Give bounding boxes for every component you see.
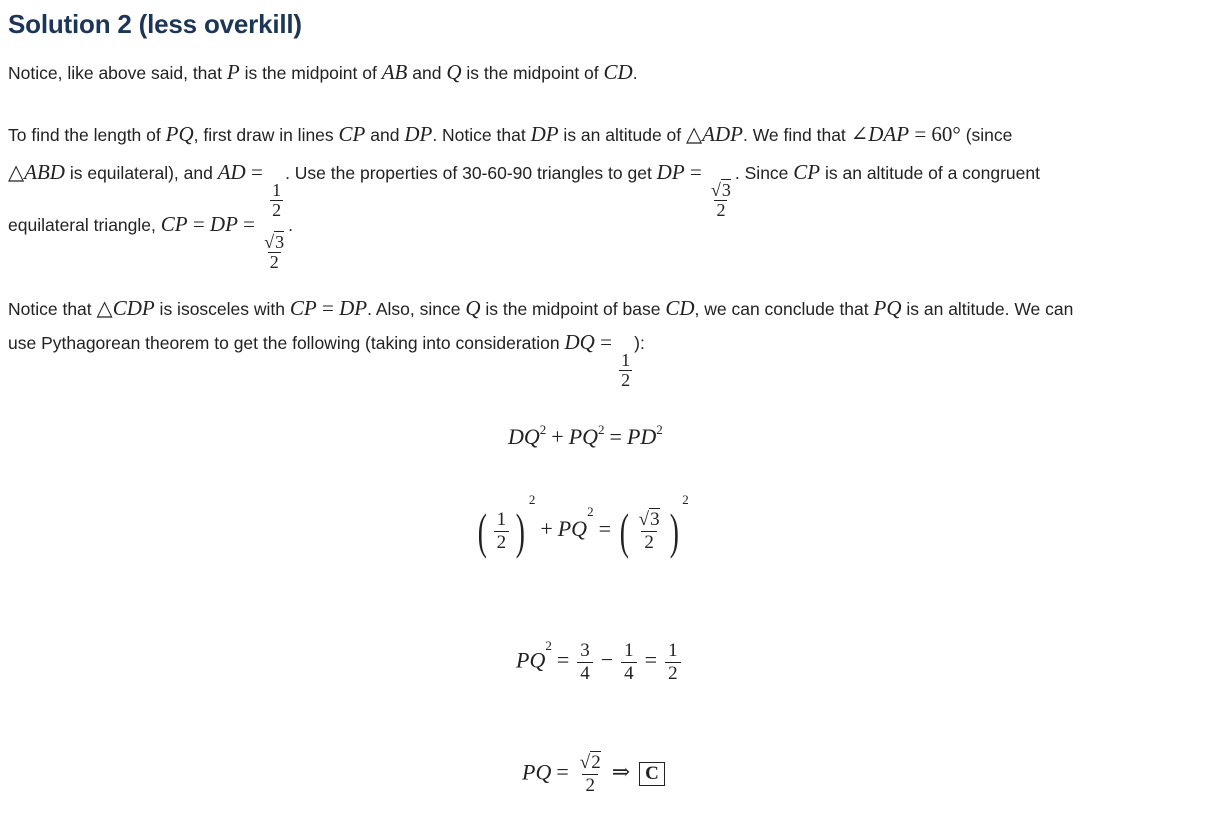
triangle-symbol: △ (686, 122, 703, 146)
fraction (262, 233, 286, 272)
math-equals: = (237, 212, 261, 236)
math-var: DP (339, 296, 368, 320)
implies-arrow: ⇒ (611, 759, 631, 785)
exponent: 2 (528, 492, 536, 507)
math-operator: + (551, 424, 564, 449)
numerator: 1 (668, 640, 678, 661)
math-var: PQ (165, 122, 194, 146)
equation-4 (522, 752, 665, 797)
paragraph-2-line-2 (8, 160, 1040, 220)
numerator: 3 (580, 640, 590, 661)
exponent: 2 (539, 422, 547, 437)
text: and (407, 63, 447, 83)
text: . We find that (743, 125, 851, 145)
numerator (636, 509, 663, 531)
fraction (619, 351, 632, 390)
radicand: 3 (721, 180, 731, 201)
denominator: 4 (621, 662, 637, 685)
equation-2 (474, 492, 689, 559)
text: (since (960, 125, 1013, 145)
math-var: PQ (873, 296, 902, 320)
paragraph-2-line-3 (8, 212, 293, 272)
equation-1 (508, 424, 663, 450)
denominator: 2 (641, 531, 657, 554)
triangle-symbol: △ (8, 160, 25, 184)
numerator: 1 (496, 508, 507, 530)
fraction (709, 181, 733, 220)
text: . Since (734, 163, 794, 183)
denominator: 2 (272, 199, 282, 220)
exponent: 2 (682, 492, 689, 507)
math-var: Q (465, 296, 481, 320)
fraction (577, 640, 593, 685)
text: and (365, 125, 405, 145)
exponent: 2 (545, 638, 552, 653)
text: is the midpoint of (239, 63, 382, 83)
math-var: DP (209, 212, 238, 236)
numerator (709, 181, 733, 200)
math-equals: = (684, 160, 708, 184)
exponent: 2 (598, 422, 605, 437)
numerator (262, 233, 286, 252)
text: is the midpoint of (461, 63, 604, 83)
math-var: DP (404, 122, 433, 146)
fraction (665, 640, 681, 685)
text: is an altitude of (558, 125, 687, 145)
math-operator: = (556, 759, 569, 785)
denominator: 2 (621, 369, 631, 390)
sqrt: √2 (579, 752, 601, 773)
math-var: AB (381, 60, 408, 84)
paragraph-3-line-2 (8, 330, 645, 390)
math-operator: = (598, 516, 611, 542)
radicand: 2 (591, 752, 601, 773)
math-var: DAP (868, 122, 910, 146)
numerator (577, 752, 604, 774)
math-var: CD (603, 60, 633, 84)
numerator: 1 (624, 640, 634, 661)
triangle-symbol: △ (96, 296, 113, 320)
text: , we can conclude that (694, 299, 874, 319)
math-var: PD (626, 424, 657, 449)
math-var: CD (665, 296, 695, 320)
math-var: ABD (24, 160, 65, 184)
math-var: CP (160, 212, 188, 236)
text: . Notice that (432, 125, 531, 145)
left-paren: ( (619, 503, 629, 559)
numerator: 1 (621, 350, 631, 371)
numerator: 1 (272, 180, 282, 201)
text: . (632, 63, 638, 83)
text: . (288, 215, 294, 235)
math-var: Q (446, 60, 462, 84)
math-var: PQ (557, 516, 588, 542)
right-paren: ) (669, 503, 679, 559)
fraction (577, 752, 604, 797)
math-equals: = (316, 296, 340, 320)
right-paren: ) (515, 503, 526, 559)
fraction (494, 509, 510, 554)
math-var: ADP (702, 122, 743, 146)
text: Notice, like above said, that (8, 63, 227, 83)
denominator: 2 (716, 199, 726, 220)
left-paren: ( (477, 503, 487, 559)
angle-symbol: ∠ (850, 122, 869, 146)
math-var: DP (530, 122, 559, 146)
text: . Also, since (367, 299, 466, 319)
math-equals-value: = 60° (909, 122, 961, 146)
math-var: CP (793, 160, 821, 184)
exponent: 2 (656, 422, 663, 437)
math-operator: = (556, 647, 570, 673)
text: equilateral triangle, (8, 215, 161, 235)
denominator: 2 (494, 531, 510, 554)
math-var: CP (289, 296, 317, 320)
radicand: 3 (275, 232, 285, 253)
math-var: PQ (568, 424, 599, 449)
radicand: 3 (650, 508, 660, 530)
math-var: CDP (112, 296, 155, 320)
text: is the midpoint of base (480, 299, 666, 319)
denominator: 2 (269, 251, 279, 272)
math-var: DQ (508, 424, 540, 449)
text: is isosceles with (154, 299, 290, 319)
text: Notice that (8, 299, 97, 319)
solution-heading: Solution 2 (less overkill) (8, 9, 302, 39)
math-operator: = (644, 647, 658, 673)
fraction (621, 640, 637, 685)
text: is equilateral), and (64, 163, 218, 183)
text: ): (634, 333, 645, 353)
text: is an altitude of a congruent (820, 163, 1040, 183)
math-var: CP (338, 122, 366, 146)
math-var: AD (217, 160, 246, 184)
sqrt: √3 (711, 180, 731, 201)
math-var: P (226, 60, 240, 84)
math-operator: = (609, 424, 622, 449)
text: is an altitude. We can (901, 299, 1074, 319)
equation-3 (516, 640, 684, 685)
math-var: DP (656, 160, 685, 184)
paragraph-1 (8, 60, 638, 85)
sqrt: √3 (638, 508, 660, 530)
math-operator: + (540, 516, 553, 542)
math-var: DQ (564, 330, 595, 354)
math-equals: = (187, 212, 210, 236)
denominator: 4 (577, 662, 593, 685)
math-operator: − (600, 647, 614, 673)
text: use Pythagorean theorem to get the following (taking into consideration (8, 333, 565, 353)
sqrt: √3 (264, 232, 285, 253)
math-var: PQ (516, 647, 546, 673)
fraction (636, 509, 663, 554)
text: , first draw in lines (193, 125, 339, 145)
answer-box: C (639, 762, 665, 786)
paragraph-2-line-1 (8, 122, 1012, 147)
text: . Use the properties of 30-60-90 triangles to get (285, 163, 657, 183)
text: To find the length of (8, 125, 166, 145)
math-equals: = (594, 330, 618, 354)
math-equals: = (245, 160, 269, 184)
denominator: 2 (582, 774, 598, 797)
paragraph-3-line-1 (8, 296, 1073, 321)
exponent: 2 (587, 504, 594, 519)
denominator: 2 (665, 662, 681, 685)
math-var: PQ (522, 759, 552, 785)
